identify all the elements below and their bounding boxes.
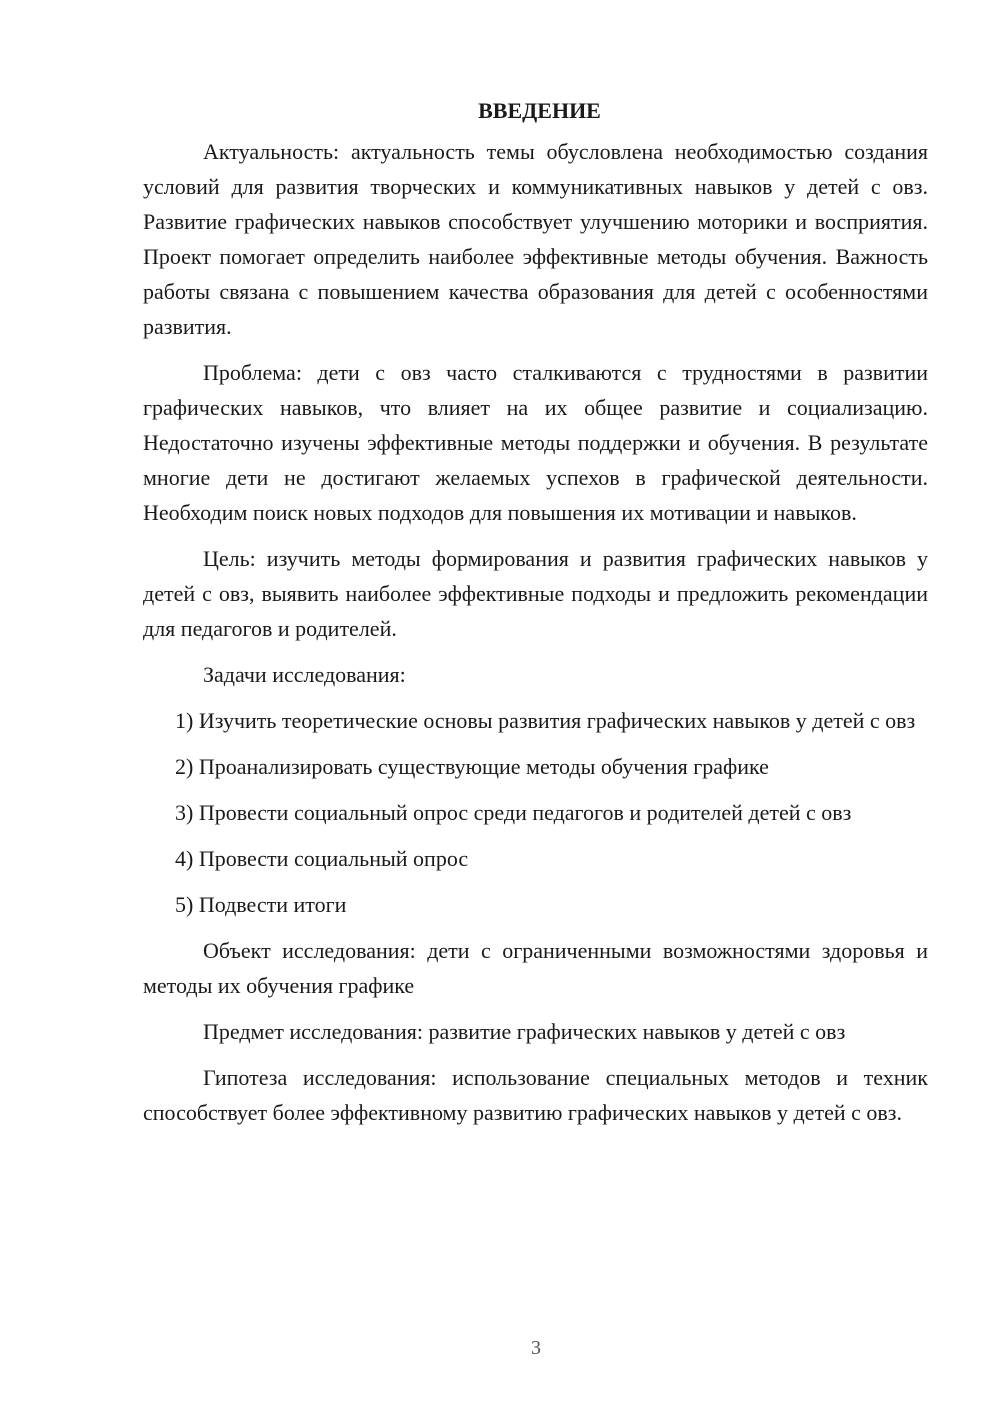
document-body	[143, 93, 928, 1130]
list-item: 4) Провести социальный опрос	[175, 846, 469, 871]
list-item: 1) Изучить теоретические основы развития графических навыков у детей с овз	[175, 708, 916, 733]
tasks-heading: Задачи исследования:	[203, 662, 406, 687]
relevance-paragraph: Актуальность: актуальность темы обусловлена необходимостью создания условий для развития творческих и коммуникативных навыков у детей с овз. Развитие графических навыков способствует улучшению моторики и восприятия. Проект помогает определить наиболее эффективные методы обучения. Важность работы связана с повышением качества образования для детей с особенностями развития.	[143, 139, 928, 339]
page-number: 3	[531, 1337, 541, 1359]
tasks-list	[143, 703, 928, 922]
goal-paragraph: Цель: изучить методы формирования и развития графических навыков у детей с овз, выявить наиболее эффективные подходы и предложить рекомендации для педагогов и родителей.	[143, 546, 928, 641]
list-item: 2) Проанализировать существующие методы обучения графике	[175, 754, 769, 779]
subject-paragraph: Предмет исследования: развитие графических навыков у детей с овз	[203, 1019, 846, 1044]
hypothesis-paragraph: Гипотеза исследования: использование специальных методов и техник способствует более эффективному развитию графических навыков у детей с овз.	[143, 1065, 928, 1125]
object-paragraph: Объект исследования: дети с ограниченными возможностями здоровья и методы их обучения графике	[143, 938, 928, 998]
page-title: ВВЕДЕНИЕ	[478, 98, 601, 123]
list-item: 3) Провести социальный опрос среди педагогов и родителей детей с овз	[175, 800, 852, 825]
list-item: 5) Подвести итоги	[175, 892, 347, 917]
problem-paragraph: Проблема: дети с овз часто сталкиваются с трудностями в развитии графических навыков, что влияет на их общее развитие и социализацию. Недостаточно изучены эффективные методы поддержки и обучения. В результате многие дети не достигают желаемых успехов в графической деятельности. Необходим поиск новых подходов для повышения их мотивации и навыков.	[143, 360, 928, 525]
